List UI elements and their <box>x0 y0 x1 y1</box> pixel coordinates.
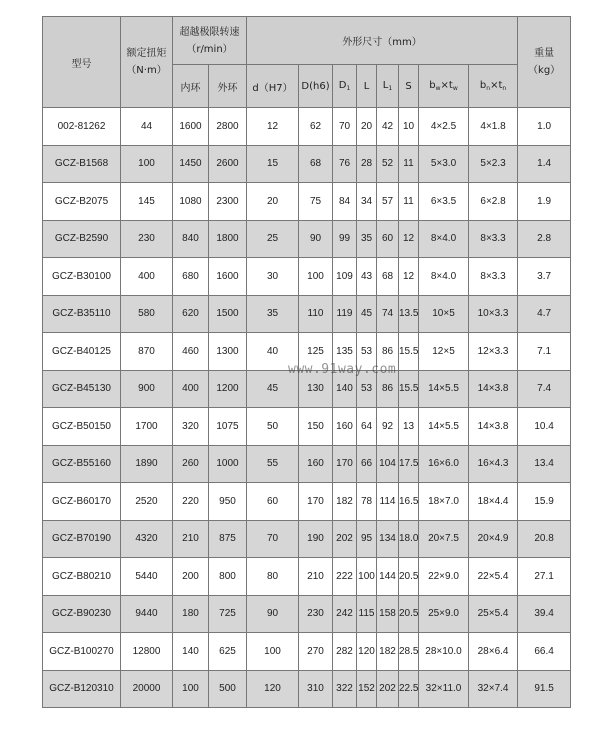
table-row <box>43 520 571 558</box>
cell-weight: 10.4 <box>518 408 571 446</box>
cell-bw-tw: 20×7.5 <box>419 520 469 558</box>
cell-model: GCZ-B70190 <box>43 520 121 558</box>
cell-outer-speed: 1300 <box>209 333 247 371</box>
cell-outer-speed: 2300 <box>209 183 247 221</box>
cell-S: 18.0 <box>399 520 419 558</box>
cell-D1: 70 <box>333 108 357 146</box>
cell-torque: 44 <box>121 108 173 146</box>
cell-bw-tw: 14×5.5 <box>419 370 469 408</box>
cell-bn-tn: 28×6.4 <box>469 633 518 671</box>
cell-inner-speed: 840 <box>173 220 209 258</box>
cell-L1: 42 <box>377 108 399 146</box>
header-L1-main: L <box>382 80 389 91</box>
cell-inner-speed: 1600 <box>173 108 209 146</box>
header-D1-main: D <box>338 80 347 91</box>
cell-outer-speed: 2800 <box>209 108 247 146</box>
header-dims: 外形尺寸（mm） <box>247 17 518 65</box>
cell-outer-speed: 1800 <box>209 220 247 258</box>
cell-L1: 104 <box>377 445 399 483</box>
cell-S: 17.5 <box>399 445 419 483</box>
cell-d: 90 <box>247 595 299 633</box>
cell-weight: 7.1 <box>518 333 571 371</box>
cell-bw-tw: 5×3.0 <box>419 145 469 183</box>
cell-torque: 1700 <box>121 408 173 446</box>
cell-weight: 1.4 <box>518 145 571 183</box>
cell-bn-tn: 25×5.4 <box>469 595 518 633</box>
cell-bn-tn: 4×1.8 <box>469 108 518 146</box>
cell-D: 160 <box>299 445 333 483</box>
cell-inner-speed: 200 <box>173 558 209 596</box>
header-bn-tn <box>469 65 518 108</box>
header-bw-t-sub: w <box>452 85 458 92</box>
cell-d: 80 <box>247 558 299 596</box>
cell-D1: 99 <box>333 220 357 258</box>
cell-outer-speed: 950 <box>209 483 247 521</box>
cell-torque: 870 <box>121 333 173 371</box>
cell-D: 125 <box>299 333 333 371</box>
cell-L1: 114 <box>377 483 399 521</box>
cell-L: 53 <box>357 333 377 371</box>
cell-L: 53 <box>357 370 377 408</box>
table-row <box>43 258 571 296</box>
cell-L1: 68 <box>377 258 399 296</box>
cell-weight: 91.5 <box>518 670 571 708</box>
cell-D: 270 <box>299 633 333 671</box>
table-row <box>43 183 571 221</box>
cell-L: 28 <box>357 145 377 183</box>
cell-S: 13.5 <box>399 295 419 333</box>
cell-S: 15.5 <box>399 370 419 408</box>
cell-D: 150 <box>299 408 333 446</box>
header-weight-line2: （kg） <box>528 65 561 76</box>
cell-torque: 20000 <box>121 670 173 708</box>
cell-outer-speed: 875 <box>209 520 247 558</box>
cell-inner-speed: 320 <box>173 408 209 446</box>
cell-torque: 1890 <box>121 445 173 483</box>
cell-S: 20.5 <box>399 558 419 596</box>
cell-L: 45 <box>357 295 377 333</box>
cell-S: 16.5 <box>399 483 419 521</box>
table-row <box>43 108 571 146</box>
cell-D: 62 <box>299 108 333 146</box>
cell-weight: 13.4 <box>518 445 571 483</box>
header-inner-ring: 内环 <box>173 65 209 108</box>
cell-d: 100 <box>247 633 299 671</box>
cell-d: 15 <box>247 145 299 183</box>
cell-bw-tw: 28×10.0 <box>419 633 469 671</box>
cell-L: 20 <box>357 108 377 146</box>
cell-torque: 145 <box>121 183 173 221</box>
cell-bn-tn: 6×2.8 <box>469 183 518 221</box>
cell-D1: 109 <box>333 258 357 296</box>
cell-weight: 7.4 <box>518 370 571 408</box>
cell-outer-speed: 1200 <box>209 370 247 408</box>
cell-L1: 92 <box>377 408 399 446</box>
cell-bw-tw: 16×6.0 <box>419 445 469 483</box>
cell-weight: 15.9 <box>518 483 571 521</box>
cell-model: GCZ-B2590 <box>43 220 121 258</box>
cell-bn-tn: 12×3.3 <box>469 333 518 371</box>
cell-bn-tn: 32×7.4 <box>469 670 518 708</box>
cell-d: 25 <box>247 220 299 258</box>
watermark: www.91way.com <box>288 362 397 377</box>
cell-L: 66 <box>357 445 377 483</box>
header-bw-tw <box>419 65 469 108</box>
cell-S: 10 <box>399 108 419 146</box>
cell-D: 230 <box>299 595 333 633</box>
cell-bw-tw: 32×11.0 <box>419 670 469 708</box>
cell-L: 95 <box>357 520 377 558</box>
cell-S: 20.5 <box>399 595 419 633</box>
cell-L: 43 <box>357 258 377 296</box>
cell-torque: 100 <box>121 145 173 183</box>
cell-L: 100 <box>357 558 377 596</box>
cell-D: 130 <box>299 370 333 408</box>
cell-model: GCZ-B30100 <box>43 258 121 296</box>
header-S: S <box>399 65 419 108</box>
cell-model: GCZ-B35110 <box>43 295 121 333</box>
table-row <box>43 633 571 671</box>
cell-bn-tn: 10×3.3 <box>469 295 518 333</box>
cell-bw-tw: 12×5 <box>419 333 469 371</box>
cell-D: 310 <box>299 670 333 708</box>
header-D: D(h6) <box>299 65 333 108</box>
cell-L1: 182 <box>377 633 399 671</box>
cell-torque: 2520 <box>121 483 173 521</box>
header-bn-b-sub: n <box>486 85 491 92</box>
header-bw-x: ×t <box>440 80 453 91</box>
cell-outer-speed: 1600 <box>209 258 247 296</box>
cell-bw-tw: 18×7.0 <box>419 483 469 521</box>
header-torque-line2: （N·m） <box>126 65 167 76</box>
cell-L: 120 <box>357 633 377 671</box>
cell-L: 35 <box>357 220 377 258</box>
header-weight <box>518 17 571 108</box>
header-L1 <box>377 65 399 108</box>
cell-S: 11 <box>399 145 419 183</box>
cell-D1: 222 <box>333 558 357 596</box>
header-torque <box>121 17 173 108</box>
cell-D1: 119 <box>333 295 357 333</box>
cell-L1: 74 <box>377 295 399 333</box>
cell-inner-speed: 1080 <box>173 183 209 221</box>
table-body <box>43 108 571 708</box>
cell-L1: 134 <box>377 520 399 558</box>
header-L: L <box>357 65 377 108</box>
cell-weight: 1.9 <box>518 183 571 221</box>
table-row <box>43 558 571 596</box>
cell-D1: 182 <box>333 483 357 521</box>
cell-model: GCZ-B60170 <box>43 483 121 521</box>
header-D1-sub: 1 <box>346 85 351 92</box>
cell-L1: 60 <box>377 220 399 258</box>
header-outer-ring: 外环 <box>209 65 247 108</box>
cell-model: GCZ-B40125 <box>43 333 121 371</box>
header-weight-line1: 重量 <box>534 48 555 59</box>
cell-bn-tn: 20×4.9 <box>469 520 518 558</box>
cell-d: 12 <box>247 108 299 146</box>
cell-D: 210 <box>299 558 333 596</box>
cell-weight: 20.8 <box>518 520 571 558</box>
cell-d: 40 <box>247 333 299 371</box>
cell-D: 170 <box>299 483 333 521</box>
cell-bn-tn: 8×3.3 <box>469 258 518 296</box>
cell-outer-speed: 500 <box>209 670 247 708</box>
cell-torque: 230 <box>121 220 173 258</box>
cell-L: 78 <box>357 483 377 521</box>
cell-bw-tw: 4×2.5 <box>419 108 469 146</box>
cell-S: 28.5 <box>399 633 419 671</box>
cell-weight: 27.1 <box>518 558 571 596</box>
cell-model: GCZ-B1568 <box>43 145 121 183</box>
cell-d: 20 <box>247 183 299 221</box>
cell-d: 45 <box>247 370 299 408</box>
cell-inner-speed: 140 <box>173 633 209 671</box>
cell-D: 75 <box>299 183 333 221</box>
cell-outer-speed: 1000 <box>209 445 247 483</box>
table-row <box>43 145 571 183</box>
cell-bn-tn: 5×2.3 <box>469 145 518 183</box>
cell-model: GCZ-B90230 <box>43 595 121 633</box>
header-torque-line1: 额定扭矩 <box>126 48 167 59</box>
header-bn-x: ×t <box>490 80 503 91</box>
cell-D: 100 <box>299 258 333 296</box>
cell-torque: 400 <box>121 258 173 296</box>
table-row <box>43 595 571 633</box>
cell-D1: 76 <box>333 145 357 183</box>
cell-bw-tw: 10×5 <box>419 295 469 333</box>
cell-L1: 52 <box>377 145 399 183</box>
header-L1-sub: 1 <box>388 85 393 92</box>
cell-L1: 57 <box>377 183 399 221</box>
header-bw-b-sub: w <box>435 85 441 92</box>
cell-outer-speed: 725 <box>209 595 247 633</box>
cell-inner-speed: 460 <box>173 333 209 371</box>
header-bn-t-sub: n <box>502 85 507 92</box>
table-row <box>43 295 571 333</box>
cell-torque: 12800 <box>121 633 173 671</box>
cell-model: 002-81262 <box>43 108 121 146</box>
cell-model: GCZ-B45130 <box>43 370 121 408</box>
header-bw-b: b <box>429 80 436 91</box>
cell-S: 11 <box>399 183 419 221</box>
cell-L1: 202 <box>377 670 399 708</box>
cell-d: 60 <box>247 483 299 521</box>
cell-weight: 66.4 <box>518 633 571 671</box>
cell-model: GCZ-B55160 <box>43 445 121 483</box>
cell-bn-tn: 14×3.8 <box>469 370 518 408</box>
cell-L1: 144 <box>377 558 399 596</box>
cell-S: 12 <box>399 220 419 258</box>
cell-inner-speed: 210 <box>173 520 209 558</box>
cell-outer-speed: 1500 <box>209 295 247 333</box>
cell-D1: 135 <box>333 333 357 371</box>
table-row <box>43 220 571 258</box>
cell-bw-tw: 6×3.5 <box>419 183 469 221</box>
cell-weight: 2.8 <box>518 220 571 258</box>
cell-S: 12 <box>399 258 419 296</box>
cell-D1: 282 <box>333 633 357 671</box>
header-D1 <box>333 65 357 108</box>
cell-inner-speed: 180 <box>173 595 209 633</box>
cell-outer-speed: 800 <box>209 558 247 596</box>
cell-weight: 4.7 <box>518 295 571 333</box>
cell-torque: 5440 <box>121 558 173 596</box>
cell-L1: 158 <box>377 595 399 633</box>
cell-bw-tw: 22×9.0 <box>419 558 469 596</box>
cell-S: 22.5 <box>399 670 419 708</box>
cell-d: 30 <box>247 258 299 296</box>
cell-D: 110 <box>299 295 333 333</box>
cell-model: GCZ-B80210 <box>43 558 121 596</box>
cell-torque: 9440 <box>121 595 173 633</box>
cell-D: 90 <box>299 220 333 258</box>
cell-d: 120 <box>247 670 299 708</box>
cell-L: 64 <box>357 408 377 446</box>
cell-d: 35 <box>247 295 299 333</box>
cell-inner-speed: 260 <box>173 445 209 483</box>
cell-D1: 202 <box>333 520 357 558</box>
cell-bn-tn: 8×3.3 <box>469 220 518 258</box>
cell-D1: 160 <box>333 408 357 446</box>
cell-outer-speed: 2600 <box>209 145 247 183</box>
cell-model: GCZ-B2075 <box>43 183 121 221</box>
header-bn-b: b <box>479 80 487 91</box>
cell-inner-speed: 1450 <box>173 145 209 183</box>
cell-bw-tw: 14×5.5 <box>419 408 469 446</box>
header-speed-line1: 超越极限转速 <box>179 26 240 38</box>
cell-bn-tn: 22×5.4 <box>469 558 518 596</box>
header-d: d（H7） <box>247 65 299 108</box>
cell-weight: 1.0 <box>518 108 571 146</box>
spec-table <box>42 16 571 708</box>
cell-bn-tn: 16×4.3 <box>469 445 518 483</box>
cell-inner-speed: 100 <box>173 670 209 708</box>
cell-inner-speed: 620 <box>173 295 209 333</box>
cell-D1: 322 <box>333 670 357 708</box>
cell-model: GCZ-B100270 <box>43 633 121 671</box>
cell-inner-speed: 680 <box>173 258 209 296</box>
cell-d: 50 <box>247 408 299 446</box>
cell-D1: 242 <box>333 595 357 633</box>
table-row <box>43 670 571 708</box>
header-speed <box>173 17 247 65</box>
cell-outer-speed: 625 <box>209 633 247 671</box>
table-row <box>43 483 571 521</box>
table-row <box>43 333 571 371</box>
cell-torque: 4320 <box>121 520 173 558</box>
cell-D: 190 <box>299 520 333 558</box>
cell-L1: 86 <box>377 333 399 371</box>
cell-bn-tn: 18×4.4 <box>469 483 518 521</box>
cell-model: GCZ-B120310 <box>43 670 121 708</box>
cell-L: 152 <box>357 670 377 708</box>
cell-S: 13 <box>399 408 419 446</box>
cell-inner-speed: 400 <box>173 370 209 408</box>
cell-D: 68 <box>299 145 333 183</box>
cell-bw-tw: 8×4.0 <box>419 258 469 296</box>
table-row <box>43 408 571 446</box>
header-model: 型号 <box>43 17 121 108</box>
cell-L: 115 <box>357 595 377 633</box>
header-speed-line2: （r/min） <box>186 43 233 55</box>
cell-outer-speed: 1075 <box>209 408 247 446</box>
cell-weight: 3.7 <box>518 258 571 296</box>
cell-weight: 39.4 <box>518 595 571 633</box>
cell-D1: 84 <box>333 183 357 221</box>
cell-d: 55 <box>247 445 299 483</box>
cell-bw-tw: 25×9.0 <box>419 595 469 633</box>
cell-model: GCZ-B50150 <box>43 408 121 446</box>
cell-D1: 170 <box>333 445 357 483</box>
cell-torque: 900 <box>121 370 173 408</box>
table-row <box>43 370 571 408</box>
table-row <box>43 445 571 483</box>
cell-bn-tn: 14×3.8 <box>469 408 518 446</box>
cell-torque: 580 <box>121 295 173 333</box>
cell-bw-tw: 8×4.0 <box>419 220 469 258</box>
cell-inner-speed: 220 <box>173 483 209 521</box>
cell-D1: 140 <box>333 370 357 408</box>
cell-S: 15.5 <box>399 333 419 371</box>
cell-L1: 86 <box>377 370 399 408</box>
cell-d: 70 <box>247 520 299 558</box>
cell-L: 34 <box>357 183 377 221</box>
